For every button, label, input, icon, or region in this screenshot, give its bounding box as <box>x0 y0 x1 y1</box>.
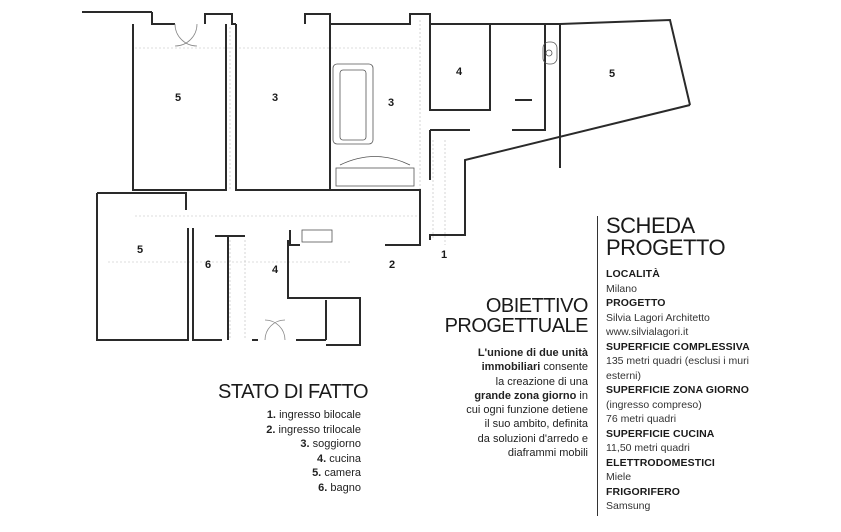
scheda-label: SUPERFICIE CUCINA <box>606 427 715 440</box>
room-label: 5 <box>175 92 182 104</box>
scheda-value: Milano <box>606 282 637 295</box>
room-legend <box>200 408 361 496</box>
room-label: 6 <box>205 259 212 271</box>
legend-item: 1. ingresso bilocale <box>266 409 361 421</box>
scheda-title: SCHEDA PROGETTO <box>606 213 726 260</box>
scheda-value: Miele <box>606 471 632 483</box>
walls <box>82 12 690 345</box>
legend-item: 2. ingresso trilocale <box>266 423 361 436</box>
obiettivo-text: L'unione di due unità immobiliari consente la creazione di una grande zona giorno in cui ogni funzione detiene il suo ambito, definita da soluzioni d'arredo e diaframmi mobili <box>466 347 588 460</box>
room-label: 3 <box>272 92 279 104</box>
scheda-value: 135 metri quadri (esclusi i muri <box>606 355 749 367</box>
legend-item: 6. bagno <box>318 481 361 494</box>
scheda-label: PROGETTO <box>606 297 666 309</box>
legend-item: 3. soggiorno <box>300 438 361 451</box>
divider <box>597 216 598 516</box>
obiettivo-title: OBIETTIVO PROGETTUALE <box>444 295 588 337</box>
room-label: 5 <box>609 68 616 80</box>
scheda-value: (ingresso compreso) <box>606 398 702 411</box>
scheda-label: SUPERFICIE COMPLESSIVA <box>606 340 750 353</box>
scheda-value: 76 metri quadri <box>606 413 677 425</box>
scheda-value: www.silvialagori.it <box>606 326 689 338</box>
legend-item: 5. camera <box>312 467 361 480</box>
legend-item: 4. cucina <box>316 452 361 465</box>
scheda-value: 11,50 metri quadri <box>606 442 690 454</box>
room-label: 5 <box>137 244 144 256</box>
scheda-label: SUPERFICIE ZONA GIORNO <box>606 384 749 396</box>
scheda-label: ELETTRODOMESTICI <box>606 456 715 469</box>
dimension-lines <box>108 20 448 340</box>
room-labels <box>137 66 615 276</box>
scheda-value: esterni) <box>606 369 642 382</box>
scheda-value: Samsung <box>606 500 651 512</box>
scheda-progetto <box>606 215 836 514</box>
entrance-marker: 1 <box>441 249 448 261</box>
room-label: 4 <box>272 264 279 276</box>
stato-title: STATO DI FATTO <box>218 381 369 403</box>
scheda-value: Silvia Lagori Architetto <box>606 311 710 324</box>
scheda-label: FRIGORIFERO <box>606 485 681 498</box>
room-label: 3 <box>388 97 395 109</box>
entrance-marker: 2 <box>389 259 396 271</box>
scheda-label: LOCALITÀ <box>606 268 660 280</box>
room-label: 4 <box>456 66 463 78</box>
